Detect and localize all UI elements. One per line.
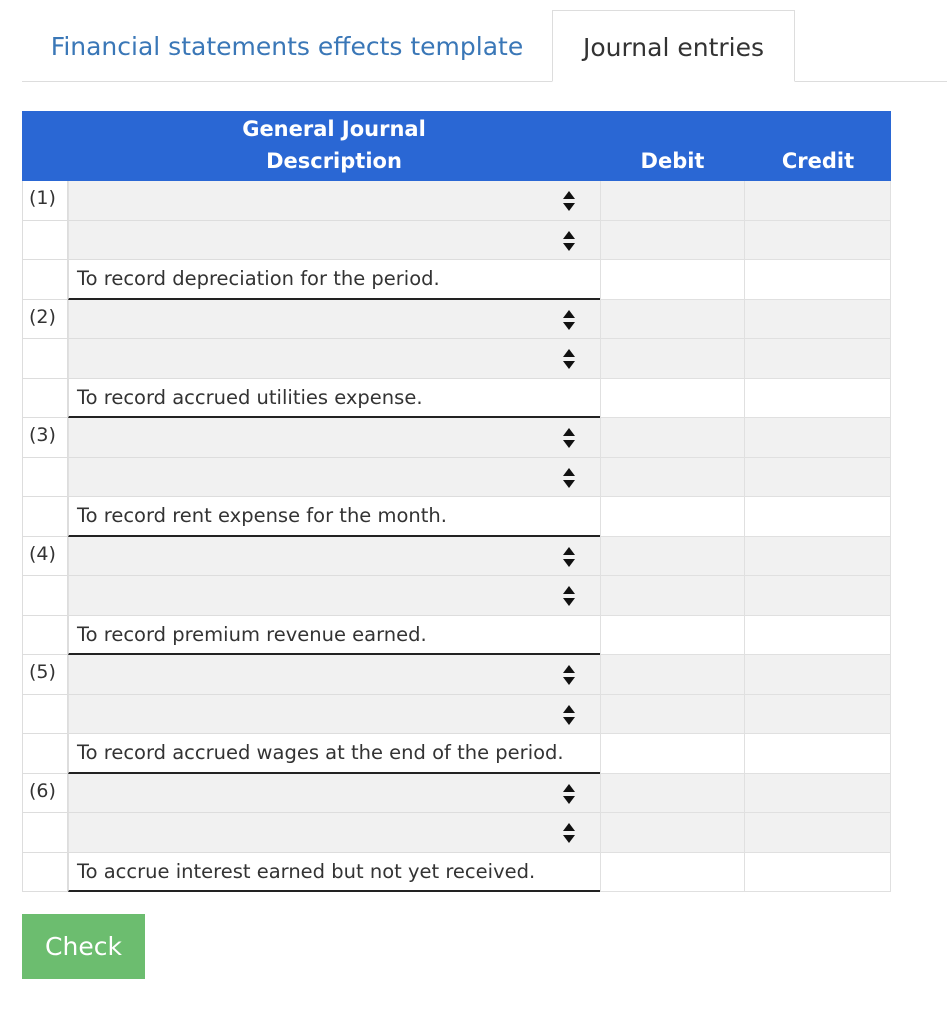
general-journal-table: [22, 111, 891, 892]
debit-input: [600, 853, 745, 893]
entry-number: [22, 734, 68, 774]
up-down-sort-icon: [562, 704, 580, 726]
debit-input[interactable]: [600, 774, 745, 814]
entry-description-note: To record accrued utilities expense.: [68, 379, 600, 419]
debit-input[interactable]: [600, 418, 745, 458]
entry-number: (3): [22, 418, 68, 458]
entry-number: [22, 260, 68, 300]
journal-title: General Journal: [242, 117, 426, 141]
credit-input[interactable]: [745, 300, 891, 340]
entry-number: [22, 853, 68, 893]
up-down-sort-icon: [562, 783, 580, 805]
account-select[interactable]: [68, 655, 600, 695]
debit-input: [600, 379, 745, 419]
debit-input[interactable]: [600, 695, 745, 735]
up-down-sort-icon: [562, 546, 580, 568]
journal-account-row: [22, 537, 891, 577]
up-down-sort-icon: [562, 664, 580, 686]
entry-description-note: To record premium revenue earned.: [68, 616, 600, 656]
credit-input[interactable]: [745, 774, 891, 814]
description-column-header: Description: [266, 149, 402, 173]
account-select[interactable]: [68, 813, 600, 853]
tab-divider: [22, 81, 947, 82]
check-button[interactable]: Check: [22, 914, 145, 979]
account-select[interactable]: [68, 418, 600, 458]
entry-number: [22, 576, 68, 616]
journal-account-row: [22, 813, 891, 853]
credit-input[interactable]: [745, 576, 891, 616]
debit-input[interactable]: [600, 300, 745, 340]
credit-input[interactable]: [745, 221, 891, 261]
entry-description-note: To record rent expense for the month.: [68, 497, 600, 537]
account-select[interactable]: [68, 339, 600, 379]
entry-number: [22, 695, 68, 735]
journal-note-row: [22, 497, 891, 537]
debit-input[interactable]: [600, 221, 745, 261]
up-down-sort-icon: [562, 348, 580, 370]
journal-note-row: [22, 734, 891, 774]
journal-rows: [22, 181, 891, 892]
debit-column-header: Debit: [640, 149, 705, 173]
credit-input: [745, 260, 891, 300]
debit-input: [600, 734, 745, 774]
credit-input[interactable]: [745, 813, 891, 853]
account-select[interactable]: [68, 221, 600, 261]
account-select[interactable]: [68, 774, 600, 814]
debit-input[interactable]: [600, 537, 745, 577]
entry-description-note: To record depreciation for the period.: [68, 260, 600, 300]
debit-input: [600, 260, 745, 300]
journal-note-row: [22, 260, 891, 300]
entry-number: [22, 339, 68, 379]
credit-input[interactable]: [745, 418, 891, 458]
journal-account-row: [22, 695, 891, 735]
account-select[interactable]: [68, 576, 600, 616]
credit-input[interactable]: [745, 655, 891, 695]
journal-account-row: [22, 774, 891, 814]
account-select[interactable]: [68, 300, 600, 340]
debit-input[interactable]: [600, 576, 745, 616]
journal-account-row: [22, 181, 891, 221]
journal-account-row: [22, 300, 891, 340]
journal-account-row: [22, 418, 891, 458]
debit-input[interactable]: [600, 458, 745, 498]
tab-journal-entries[interactable]: Journal entries: [552, 10, 795, 82]
journal-note-row: [22, 616, 891, 656]
debit-input[interactable]: [600, 655, 745, 695]
entry-number: [22, 458, 68, 498]
entry-number: (5): [22, 655, 68, 695]
account-select[interactable]: [68, 537, 600, 577]
entry-number: (6): [22, 774, 68, 814]
journal-account-row: [22, 576, 891, 616]
up-down-sort-icon: [562, 230, 580, 252]
entry-number: (2): [22, 300, 68, 340]
journal-account-row: [22, 339, 891, 379]
credit-input[interactable]: [745, 458, 891, 498]
up-down-sort-icon: [562, 467, 580, 489]
up-down-sort-icon: [562, 309, 580, 331]
account-select[interactable]: [68, 181, 600, 221]
entry-number: (4): [22, 537, 68, 577]
credit-input: [745, 853, 891, 893]
debit-input: [600, 497, 745, 537]
journal-header: [22, 111, 891, 181]
up-down-sort-icon: [562, 822, 580, 844]
entry-number: [22, 616, 68, 656]
credit-input[interactable]: [745, 537, 891, 577]
credit-input: [745, 734, 891, 774]
debit-input[interactable]: [600, 181, 745, 221]
debit-input[interactable]: [600, 339, 745, 379]
journal-note-row: [22, 853, 891, 893]
journal-account-row: [22, 655, 891, 695]
account-select[interactable]: [68, 458, 600, 498]
credit-input[interactable]: [745, 695, 891, 735]
tab-financial-statements-effects-template[interactable]: Financial statements effects template: [50, 32, 524, 61]
account-select[interactable]: [68, 695, 600, 735]
up-down-sort-icon: [562, 190, 580, 212]
up-down-sort-icon: [562, 585, 580, 607]
credit-input: [745, 616, 891, 656]
credit-input: [745, 379, 891, 419]
entry-description-note: To record accrued wages at the end of the period.: [68, 734, 600, 774]
credit-input[interactable]: [745, 339, 891, 379]
credit-column-header: Credit: [781, 149, 855, 173]
entry-number: [22, 379, 68, 419]
credit-input: [745, 497, 891, 537]
entry-number: (1): [22, 181, 68, 221]
entry-number: [22, 221, 68, 261]
debit-input: [600, 616, 745, 656]
up-down-sort-icon: [562, 427, 580, 449]
journal-account-row: [22, 458, 891, 498]
credit-input[interactable]: [745, 181, 891, 221]
entry-number: [22, 813, 68, 853]
entry-number: [22, 497, 68, 537]
journal-account-row: [22, 221, 891, 261]
debit-input[interactable]: [600, 813, 745, 853]
entry-description-note: To accrue interest earned but not yet received.: [68, 853, 600, 893]
tab-bar: [22, 10, 947, 82]
journal-note-row: [22, 379, 891, 419]
